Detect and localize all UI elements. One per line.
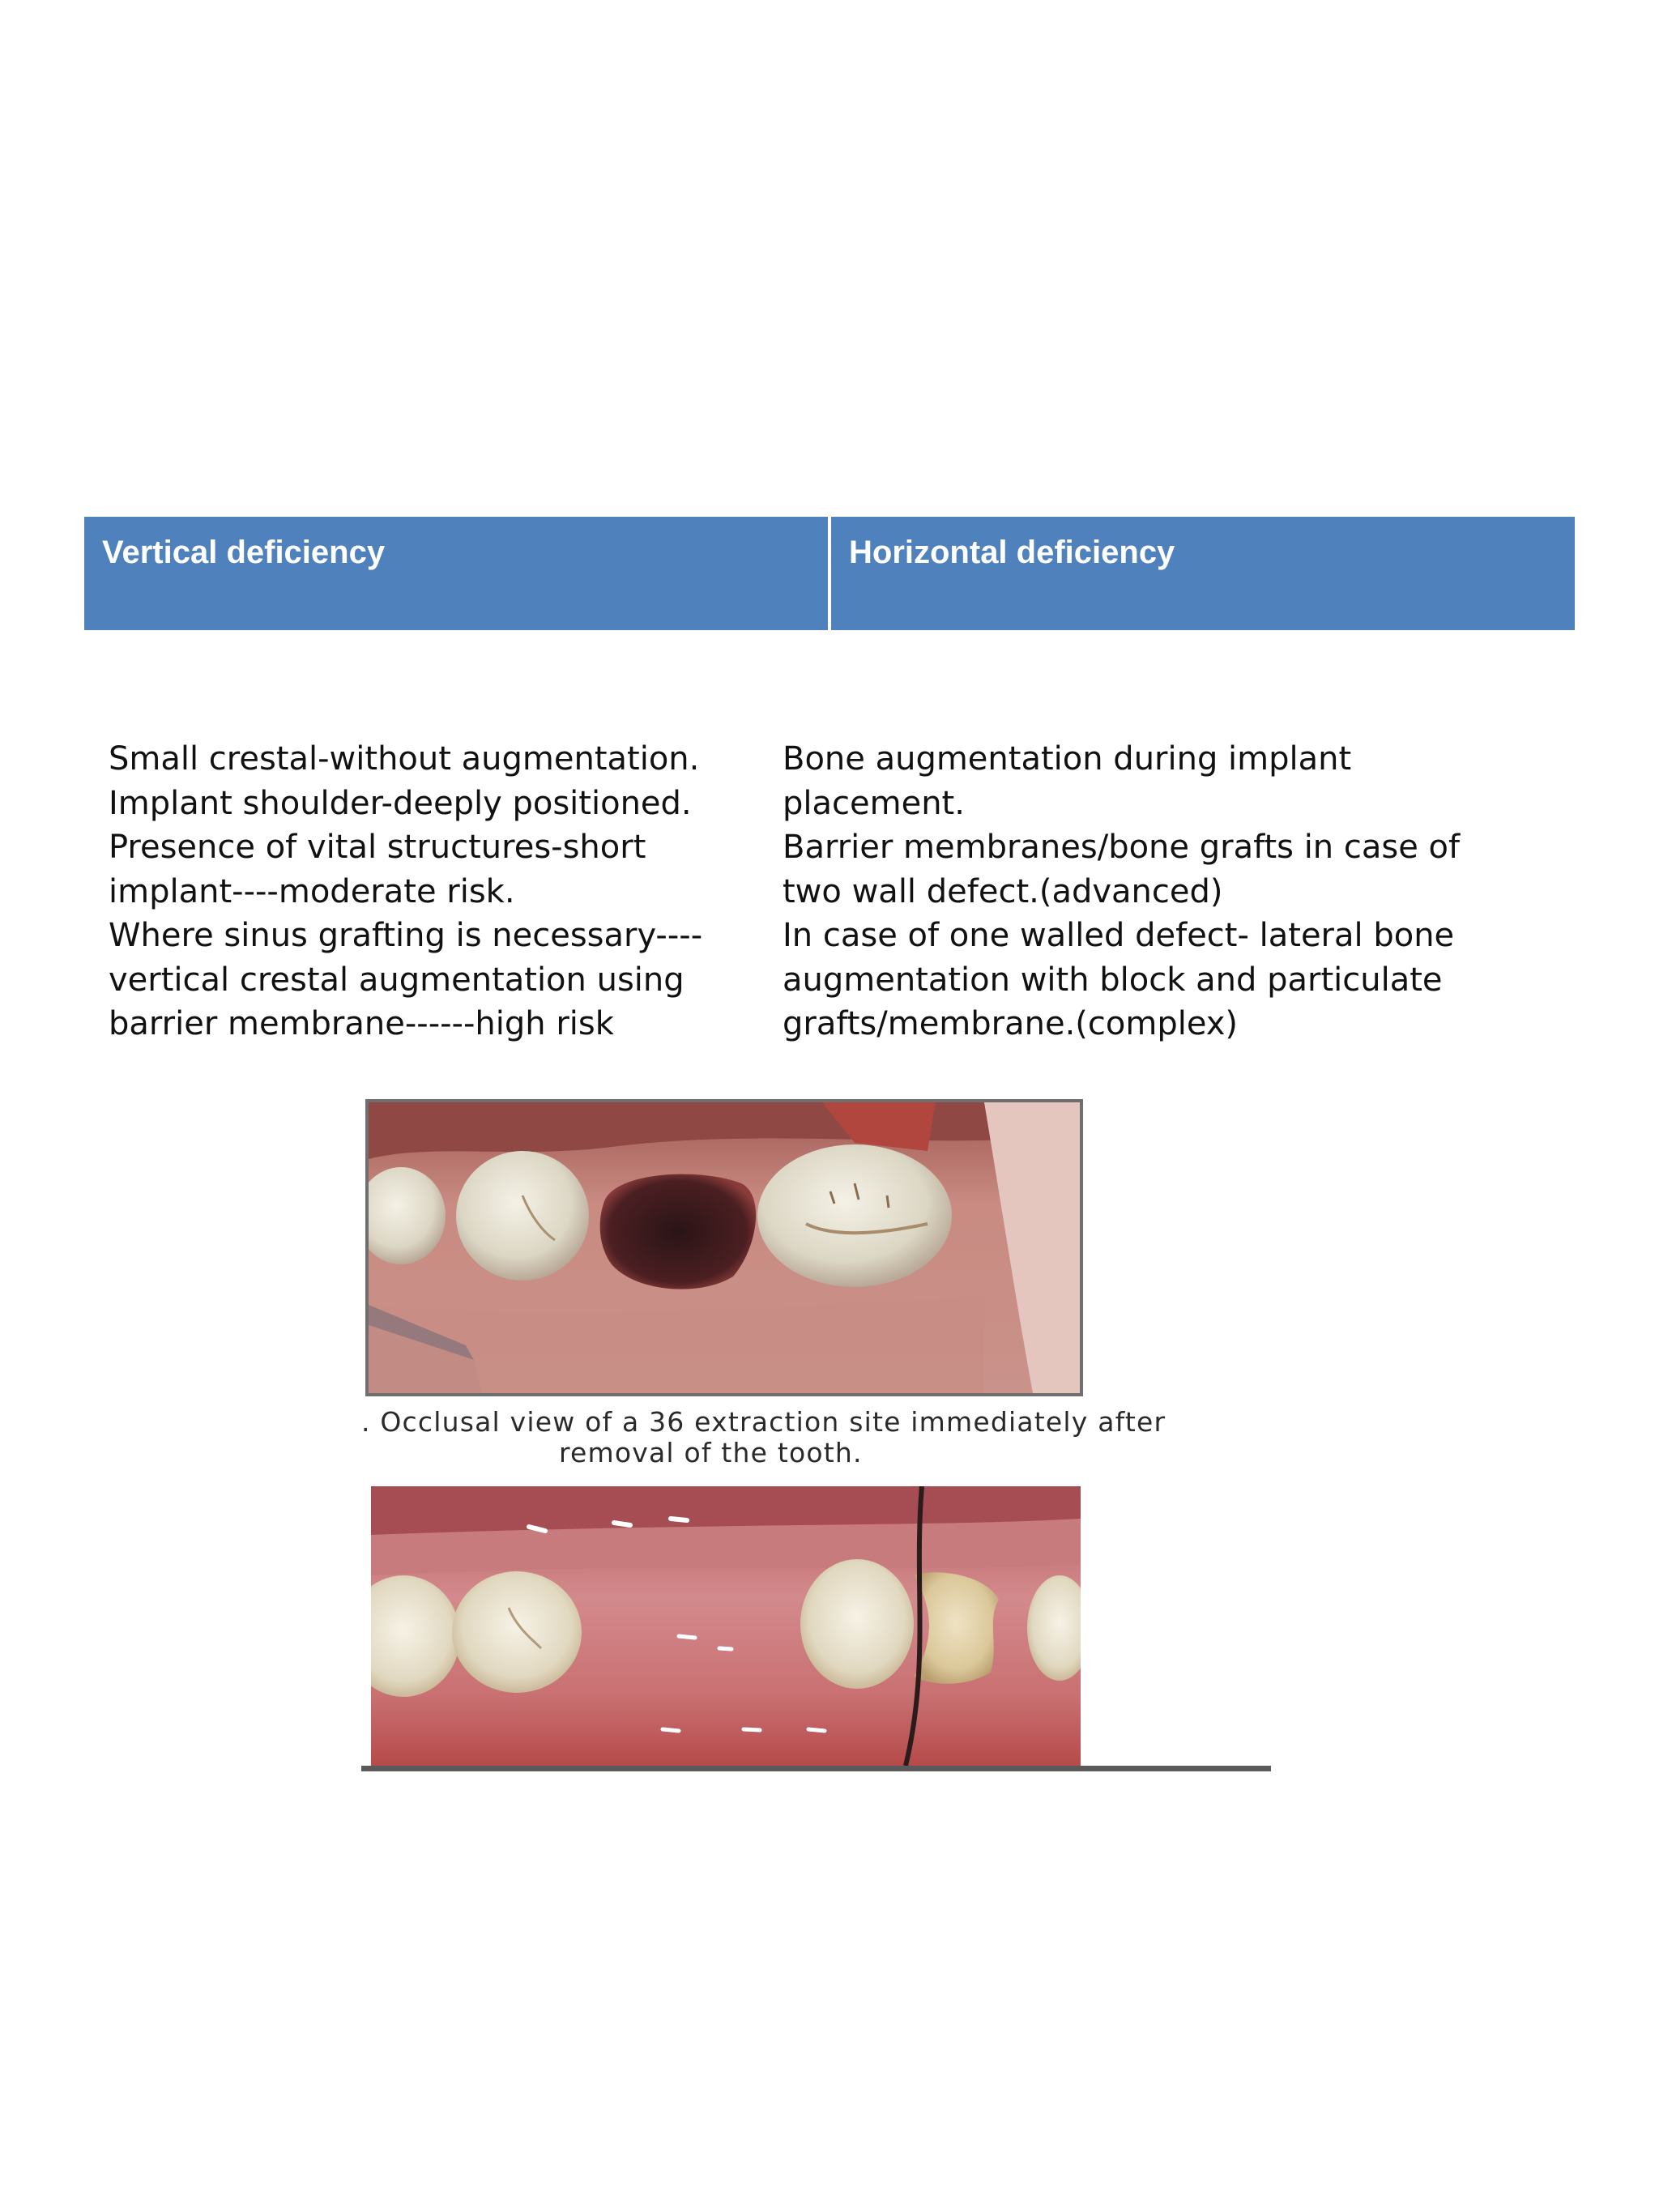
text-line: Presence of vital structures-short: [109, 829, 646, 866]
comparison-table-header: [84, 517, 1575, 630]
caption-line-2: removal of the tooth.: [559, 1437, 863, 1468]
text-line: vertical crestal augmentation using: [109, 961, 684, 999]
text-line: Where sinus grafting is necessary----: [109, 917, 703, 954]
vertical-deficiency-text: [109, 737, 757, 1046]
caption-line-1: . Occlusal view of a 36 extraction site immediately after: [361, 1406, 1166, 1438]
text-line: Implant shoulder-deeply positioned.: [109, 784, 692, 822]
healed-site-photo: [371, 1486, 1081, 1766]
text-line: implant----moderate risk.: [109, 872, 515, 910]
extraction-site-photo: [365, 1099, 1083, 1396]
text-line: grafts/membrane.(complex): [783, 1005, 1239, 1042]
text-line: Barrier membranes/bone grafts in case of: [783, 829, 1461, 866]
figure-caption: [361, 1407, 1260, 1468]
text-line: two wall defect.(advanced): [783, 872, 1223, 910]
text-line: In case of one walled defect- lateral bone: [783, 917, 1455, 954]
photo-baseline-divider: [361, 1766, 1271, 1771]
text-line: placement.: [783, 784, 965, 822]
header-horizontal-deficiency: Horizontal deficiency: [831, 517, 1575, 630]
text-line: augmentation with block and particulate: [783, 961, 1443, 999]
horizontal-deficiency-text: [783, 737, 1512, 1046]
text-line: Bone augmentation during implant: [783, 740, 1352, 778]
header-vertical-deficiency: Vertical deficiency: [84, 517, 828, 630]
text-line: Small crestal-without augmentation.: [109, 740, 700, 778]
text-line: barrier membrane------high risk: [109, 1005, 614, 1042]
